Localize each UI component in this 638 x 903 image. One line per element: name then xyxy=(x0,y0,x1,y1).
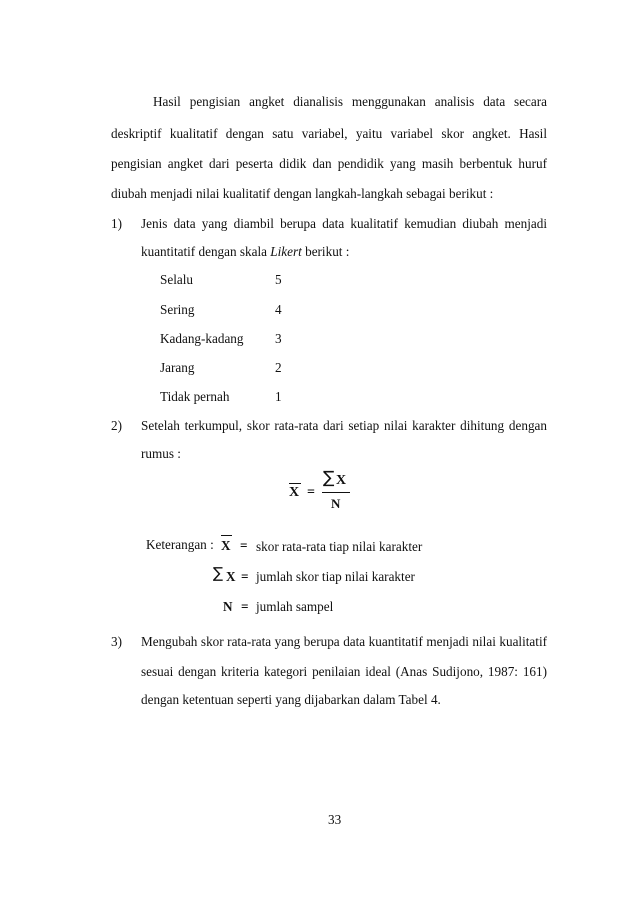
fraction-line xyxy=(322,492,350,493)
likert-score: 1 xyxy=(275,389,282,404)
list-number-1: 1) xyxy=(111,216,122,231)
sigma-icon: ∑ xyxy=(213,564,224,582)
legend-symbol: X xyxy=(221,538,231,553)
item1-line-2 xyxy=(141,245,349,258)
likert-label: Kadang-kadang xyxy=(160,331,244,346)
page-number: 33 xyxy=(328,812,342,827)
item2-line-2: rumus : xyxy=(141,446,181,461)
legend-description: jumlah sampel xyxy=(256,599,334,614)
item3-line-2: sesuai dengan kriteria kategori penilaian ideal (Anas Sudijono, 1987: 161) xyxy=(141,664,547,679)
formula-overbar xyxy=(289,483,301,484)
paragraph-line-4: diubah menjadi nilai kualitatif dengan langkah-langkah sebagai berikut : xyxy=(111,186,494,201)
legend-description: jumlah skor tiap nilai karakter xyxy=(256,569,415,584)
legend-symbol: N xyxy=(223,599,233,614)
legend-overbar xyxy=(221,535,232,536)
list-number-2: 2) xyxy=(111,418,122,433)
item3-line-3: dengan ketentuan seperti yang dijabarkan dalam Tabel 4. xyxy=(141,692,441,707)
paragraph-line-3: pengisian angket dari peserta didik dan pendidik yang masih berbentuk huruf xyxy=(111,156,547,171)
likert-term: Likert xyxy=(270,244,302,259)
likert-label: Selalu xyxy=(160,272,193,287)
formula-denominator: N xyxy=(331,496,341,511)
legend-equals: = xyxy=(241,569,249,584)
formula-numerator: X xyxy=(336,473,347,488)
legend-symbol: X xyxy=(226,569,236,584)
likert-score: 2 xyxy=(275,360,282,375)
likert-score: 4 xyxy=(275,302,282,317)
likert-label: Tidak pernah xyxy=(160,389,230,404)
legend-equals: = xyxy=(240,538,248,553)
item2-line-1: Setelah terkumpul, skor rata-rata dari setiap nilai karakter dihitung dengan xyxy=(141,418,547,433)
keterangan-label: Keterangan : xyxy=(146,537,214,552)
likert-label: Jarang xyxy=(160,360,195,375)
likert-score: 5 xyxy=(275,272,282,287)
likert-label: Sering xyxy=(160,302,195,317)
legend-equals: = xyxy=(241,599,249,614)
paragraph-line-1: Hasil pengisian angket dianalisis menggunakan analisis data secara xyxy=(153,94,547,109)
formula-equals: = xyxy=(307,485,315,500)
item1-line-1: Jenis data yang diambil berupa data kualitatif kemudian diubah menjadi xyxy=(141,216,547,231)
item1-line-2-post: berikut : xyxy=(301,244,350,259)
likert-score: 3 xyxy=(275,331,282,346)
list-number-3: 3) xyxy=(111,634,122,649)
sigma-icon: ∑ xyxy=(323,468,335,488)
item1-line-2-pre: kuantitatif dengan skala xyxy=(141,244,271,259)
paragraph-line-2: deskriptif kualitatif dengan satu variabel, yaitu variabel skor angket. Hasil xyxy=(111,126,547,141)
formula-lhs: X xyxy=(289,485,300,500)
legend-description: skor rata-rata tiap nilai karakter xyxy=(256,539,423,554)
item3-line-1: Mengubah skor rata-rata yang berupa data kuantitatif menjadi nilai kualitatif xyxy=(141,634,547,649)
